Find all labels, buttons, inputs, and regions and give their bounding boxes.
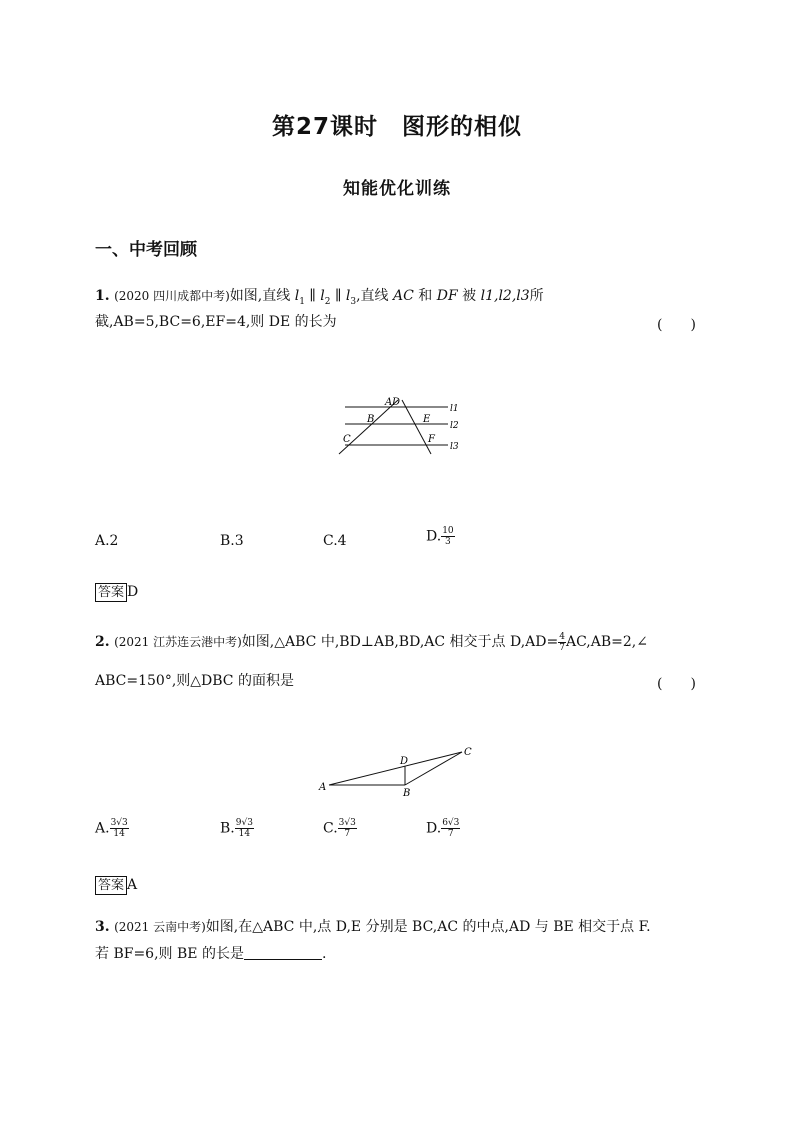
label-e: E bbox=[423, 414, 431, 425]
fraction-numerator: 6√3 bbox=[442, 818, 460, 828]
question-3-text-2: 若 BF=6,则 BE 的长是 bbox=[95, 946, 244, 962]
fraction-numerator: 10 bbox=[442, 526, 454, 536]
by-word: 被 bbox=[457, 288, 481, 304]
question-2-answer bbox=[95, 876, 137, 895]
q2-option-b[interactable] bbox=[220, 818, 254, 839]
question-3-line-2 bbox=[95, 942, 326, 966]
l3-symbol: l bbox=[345, 288, 351, 304]
parallel-2: ∥ bbox=[330, 288, 346, 304]
q2-option-b-fraction bbox=[235, 818, 254, 839]
q2-option-d[interactable] bbox=[426, 818, 460, 839]
question-3-line-1 bbox=[95, 915, 651, 939]
q1-option-d-fraction bbox=[441, 526, 454, 547]
q1-option-a[interactable]: A.2 bbox=[95, 533, 119, 549]
q1-option-b[interactable]: B.3 bbox=[220, 533, 244, 549]
answer-value: D bbox=[127, 584, 139, 600]
question-2-source: (2021 江苏连云港中考) bbox=[114, 635, 242, 649]
question-2-text-a: 如图,△ABC 中,BD⊥AB,BD,AC 相交于点 D,AD= bbox=[241, 634, 559, 650]
label-b: B bbox=[403, 788, 411, 798]
label-a: A bbox=[385, 397, 393, 408]
question-2-text-b: AC,AB=2,∠ bbox=[565, 634, 648, 650]
segment-ac bbox=[329, 752, 462, 785]
label-l3: l3 bbox=[450, 442, 459, 452]
l2-sub: 2 bbox=[324, 296, 331, 307]
fraction-denominator: 3 bbox=[445, 537, 451, 547]
l1-symbol: l bbox=[294, 288, 300, 304]
q2-option-b-label: B. bbox=[220, 820, 235, 837]
q1-option-c[interactable]: C.4 bbox=[323, 533, 347, 549]
question-1-figure bbox=[330, 392, 470, 462]
label-b: B bbox=[367, 414, 375, 425]
q1-option-d-label: D. bbox=[426, 528, 442, 545]
l2-symbol: l bbox=[320, 288, 325, 304]
label-l2: l2 bbox=[450, 421, 459, 431]
section-heading: 一、中考回顾 bbox=[95, 240, 197, 260]
line-ac bbox=[339, 400, 398, 454]
fraction-denominator: 7 bbox=[344, 829, 351, 839]
label-c: C bbox=[464, 747, 472, 758]
suo-word: 所 bbox=[529, 288, 544, 304]
l3-sub: 3 bbox=[350, 296, 357, 307]
question-3-text: 如图,在△ABC 中,点 D,E 分别是 BC,AC 的中点,AD 与 BE 相交于点 F. bbox=[205, 919, 651, 935]
question-1-answer bbox=[95, 583, 138, 602]
fraction-numerator: 3√3 bbox=[338, 818, 356, 828]
question-2-line-2: ABC=150°,则△DBC 的面积是 bbox=[95, 673, 294, 689]
question-3-number: 3. bbox=[95, 919, 110, 935]
q2-option-d-label: D. bbox=[426, 820, 442, 837]
question-1-text-a: 如图,直线 bbox=[229, 288, 295, 304]
question-2-line-1 bbox=[95, 630, 648, 654]
question-2-figure bbox=[315, 742, 480, 798]
l1-sub: 1 bbox=[299, 296, 305, 307]
ac-label: AC bbox=[393, 288, 414, 304]
fraction-denominator: 14 bbox=[238, 829, 251, 839]
fraction-denominator: 7 bbox=[559, 642, 565, 653]
q2-option-a[interactable] bbox=[95, 818, 129, 839]
question-2-answer-paren: ( ) bbox=[657, 676, 696, 692]
q2-option-c-label: C. bbox=[323, 820, 338, 837]
fraction-numerator: 4 bbox=[559, 631, 565, 642]
line-df bbox=[402, 400, 431, 454]
q2-option-a-fraction bbox=[110, 818, 129, 839]
q2-option-c-fraction bbox=[338, 818, 357, 839]
df-label: DF bbox=[436, 288, 458, 304]
label-d: D bbox=[400, 756, 409, 767]
line-list: l1,l2,l3 bbox=[480, 288, 530, 304]
question-2-number: 2. bbox=[95, 634, 110, 650]
question-1-text-b: ,直线 bbox=[356, 288, 394, 304]
fraction-denominator: 7 bbox=[447, 829, 454, 839]
answer-tag: 答案 bbox=[95, 876, 127, 895]
fraction-numerator: 9√3 bbox=[235, 818, 253, 828]
q2-option-c[interactable] bbox=[323, 818, 357, 839]
fraction-numerator: 3√3 bbox=[110, 818, 128, 828]
label-a: A bbox=[319, 782, 327, 793]
answer-value: A bbox=[127, 877, 138, 893]
q2-option-d-fraction bbox=[441, 818, 460, 839]
label-d: D bbox=[392, 397, 401, 408]
segment-bc bbox=[405, 752, 462, 785]
and-word: 和 bbox=[413, 288, 437, 304]
fraction-denominator: 14 bbox=[113, 829, 125, 839]
label-l1: l1 bbox=[450, 404, 459, 414]
question-3-end: . bbox=[321, 946, 327, 962]
q1-option-d[interactable] bbox=[426, 526, 455, 547]
question-2-fraction bbox=[558, 632, 566, 653]
answer-blank[interactable] bbox=[244, 945, 322, 960]
page-title: 第27课时 图形的相似 bbox=[271, 114, 522, 140]
label-c: C bbox=[343, 434, 351, 445]
parallel-1: ∥ bbox=[304, 288, 321, 304]
question-1-answer-paren: ( ) bbox=[657, 317, 696, 333]
question-1-number: 1. bbox=[95, 288, 110, 304]
label-f: F bbox=[428, 434, 435, 445]
page-subtitle: 知能优化训练 bbox=[343, 179, 451, 199]
question-3-source: (2021 云南中考) bbox=[114, 920, 206, 934]
question-1-line-2: 截,AB=5,BC=6,EF=4,则 DE 的长为 bbox=[95, 314, 337, 330]
question-1-source: (2020 四川成都中考) bbox=[114, 289, 230, 303]
q2-option-a-label: A. bbox=[95, 820, 110, 837]
answer-tag: 答案 bbox=[95, 583, 127, 602]
